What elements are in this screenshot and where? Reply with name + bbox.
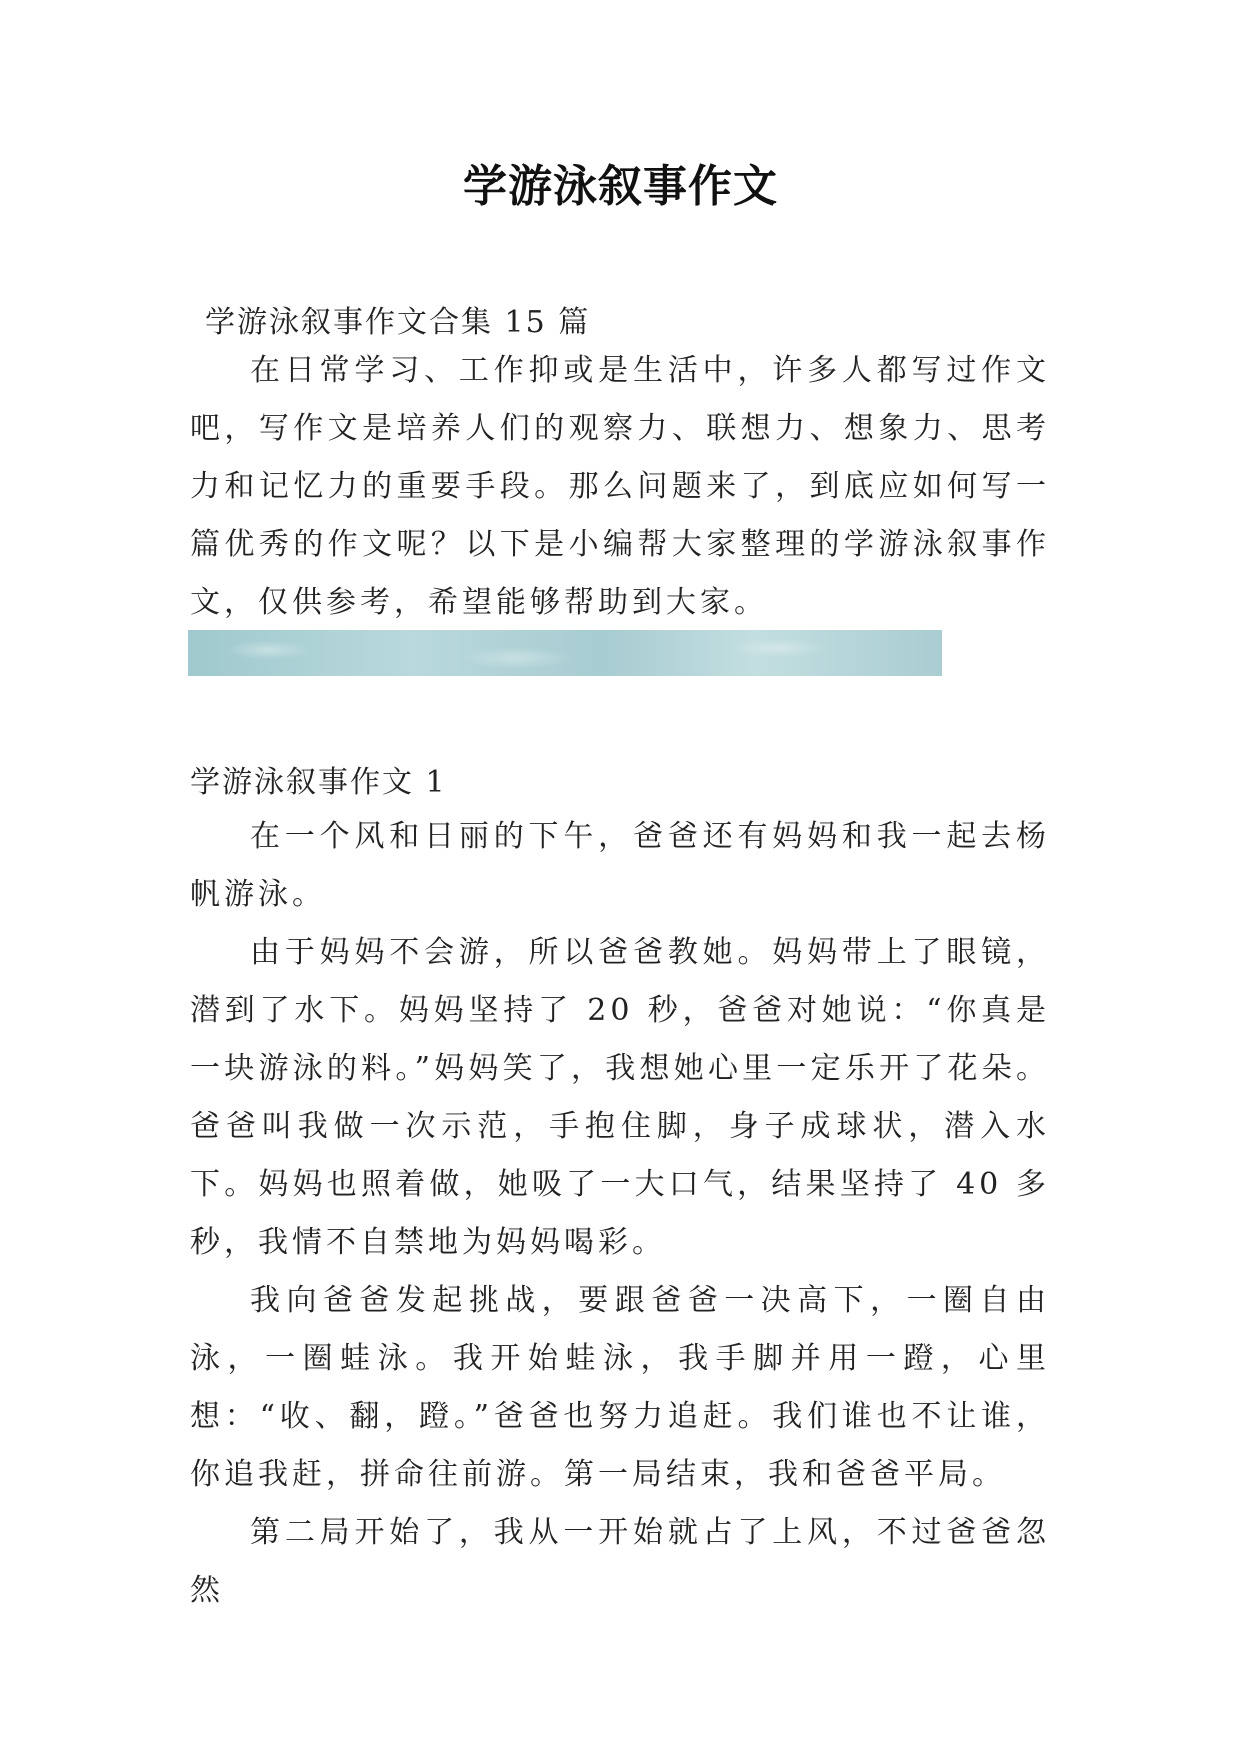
intro-paragraph: 在日常学习、工作抑或是生活中，许多人都写过作文吧，写作文是培养人们的观察力、联想力、想象力、思考力和记忆力的重要手段。那么问题来了，到底应如何写一篇优秀的作文呢？以下是小编帮大家整理的学游泳叙事作文，仅供参考，希望能够帮助到大家。 bbox=[190, 353, 1050, 620]
story-section bbox=[190, 808, 1050, 1620]
document-subtitle: 学游泳叙事作文合集 15 篇 bbox=[205, 305, 591, 340]
section-heading: 学游泳叙事作文 1 bbox=[190, 765, 447, 800]
story-paragraph: 由于妈妈不会游，所以爸爸教她。妈妈带上了眼镜，潜到了水下。妈妈坚持了 20 秒，爸爸对她说：“你真是一块游泳的料。”妈妈笑了，我想她心里一定乐开了花朵。爸爸叫我做一次示范，手抱住脚，身子成球状，潜入水下。妈妈也照着做，她吸了一大口气，结果坚持了 40 多秒，我情不自禁地为妈妈喝彩。 bbox=[190, 935, 1050, 1260]
story-paragraph: 在一个风和日丽的下午，爸爸还有妈妈和我一起去杨帆游泳。 bbox=[190, 819, 1050, 912]
decorative-water-banner bbox=[188, 630, 942, 676]
story-paragraph: 我向爸爸发起挑战，要跟爸爸一决高下，一圈自由泳，一圈蛙泳。我开始蛙泳，我手脚并用一蹬，心里想：“收、翻，蹬。”爸爸也努力追赶。我们谁也不让谁，你追我赶，拼命往前游。第一局结束，我和爸爸平局。 bbox=[190, 1283, 1050, 1492]
intro-section bbox=[190, 342, 1050, 632]
story-paragraph: 第二局开始了，我从一开始就占了上风，不过爸爸忽然 bbox=[190, 1515, 1050, 1608]
document-title: 学游泳叙事作文 bbox=[463, 161, 778, 212]
